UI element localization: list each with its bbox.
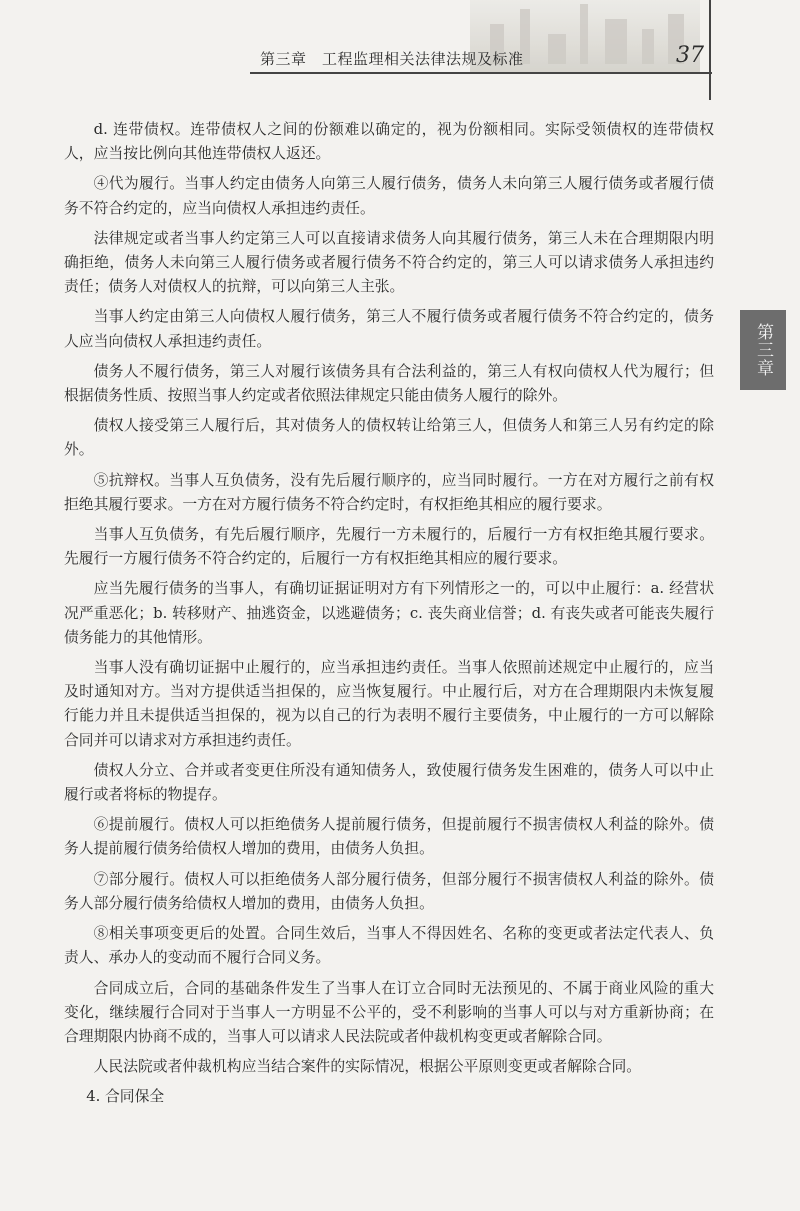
paragraph: ④代为履行。当事人约定由债务人向第三人履行债务，债务人未向第三人履行债务或者履行债务不符合约定的，应当向债权人承担违约责任。 [64,175,714,217]
page-number: 37 [676,43,704,68]
paragraph: 人民法院或者仲裁机构应当结合案件的实际情况，根据公平原则变更或者解除合同。 [93,1058,642,1076]
paragraph: 债权人接受第三人履行后，其对债务人的债权转让给第三人，但债务人和第三人另有约定的除外。 [64,417,714,459]
paragraph: 法律规定或者当事人约定第三人可以直接请求债务人向其履行债务，第三人未在合理期限内明确拒绝，债务人未向第三人履行债务或者履行债务不符合约定的，第三人可以请求债务人承担违约责任；债务人对债权人的抗辩，可以向第三人主张。 [64,229,714,296]
paragraph: ⑧相关事项变更后的处置。合同生效后，当事人不得因姓名、名称的变更或者法定代表人、负责人、承办人的变动而不履行合同义务。 [64,925,714,967]
chapter-title: 第三章 工程监理相关法律法规及标准 [260,50,524,68]
paragraph: 合同成立后，合同的基础条件发生了当事人在订立合同时无法预见的、不属于商业风险的重大变化，继续履行合同对于当事人一方明显不公平的，受不利影响的当事人可以与对方重新协商；在合理期限内协商不成的，当事人可以请求人民法院或者仲裁机构变更或者解除合同。 [64,979,714,1045]
paragraph: 债务人不履行债务，第三人对履行该债务具有合法利益的，第三人有权向债权人代为履行；但根据债务性质、按照当事人约定或者依照法律规定只能由债务人履行的除外。 [64,362,714,405]
paragraph: 应当先履行债务的当事人，有确切证据证明对方有下列情形之一的，可以中止履行：a. 经营状况严重恶化；b. 转移财产、抽逃资金，以逃避债务；c. 丧失商业信誉；d. 有丧失或者可能丧失履行债务能力的其他情形。 [64,580,714,646]
paragraph: ⑥提前履行。债权人可以拒绝债务人提前履行债务，但提前履行不损害债权人利益的除外。债务人提前履行债务给债权人增加的费用，由债务人负担。 [64,816,714,858]
chapter-side-tab: 第三章 [740,310,786,390]
paragraph: ⑦部分履行。债权人可以拒绝债务人部分履行债务，但部分履行不损害债权人利益的除外。债务人部分履行债务给债权人增加的费用，由债务人负担。 [64,870,714,912]
paragraph: 债权人分立、合并或者变更住所没有通知债务人，致使履行债务发生困难的，债务人可以中止履行或者将标的物提存。 [64,761,714,804]
paragraph: 当事人约定由第三人向债权人履行债务，第三人不履行债务或者履行债务不符合约定的，债务人应当向债权人承担违约责任。 [64,308,714,350]
header-rule [250,72,712,74]
page-header [0,0,800,80]
body-text [64,118,714,1116]
paragraph: ⑤抗辩权。当事人互负债务，没有先后履行顺序的，应当同时履行。一方在对方履行之前有权拒绝其履行要求。一方在对方履行债务不符合约定时，有权拒绝其相应的履行要求。 [64,471,714,513]
paragraph: 当事人没有确切证据中止履行的，应当承担违约责任。当事人依照前述规定中止履行的，应当及时通知对方。当对方提供适当担保的，应当恢复履行。中止履行后，对方在合理期限内未恢复履行能力并且未提供适当担保的，视为以自己的行为表明不履行主要债务，中止履行的一方可以解除合同并可以请求对方承担违约责任。 [64,659,714,749]
paragraph: d. 连带债权。连带债权人之间的份额难以确定的，视为份额相同。实际受领债权的连带债权人，应当按比例向其他连带债权人返还。 [64,121,714,163]
paragraph: 当事人互负债务，有先后履行顺序，先履行一方未履行的，后履行一方有权拒绝其履行要求。先履行一方履行债务不符合约定的，后履行一方有权拒绝其相应的履行要求。 [64,526,714,568]
header-vertical-rule [709,0,711,100]
section-heading: 4. 合同保全 [86,1088,165,1106]
